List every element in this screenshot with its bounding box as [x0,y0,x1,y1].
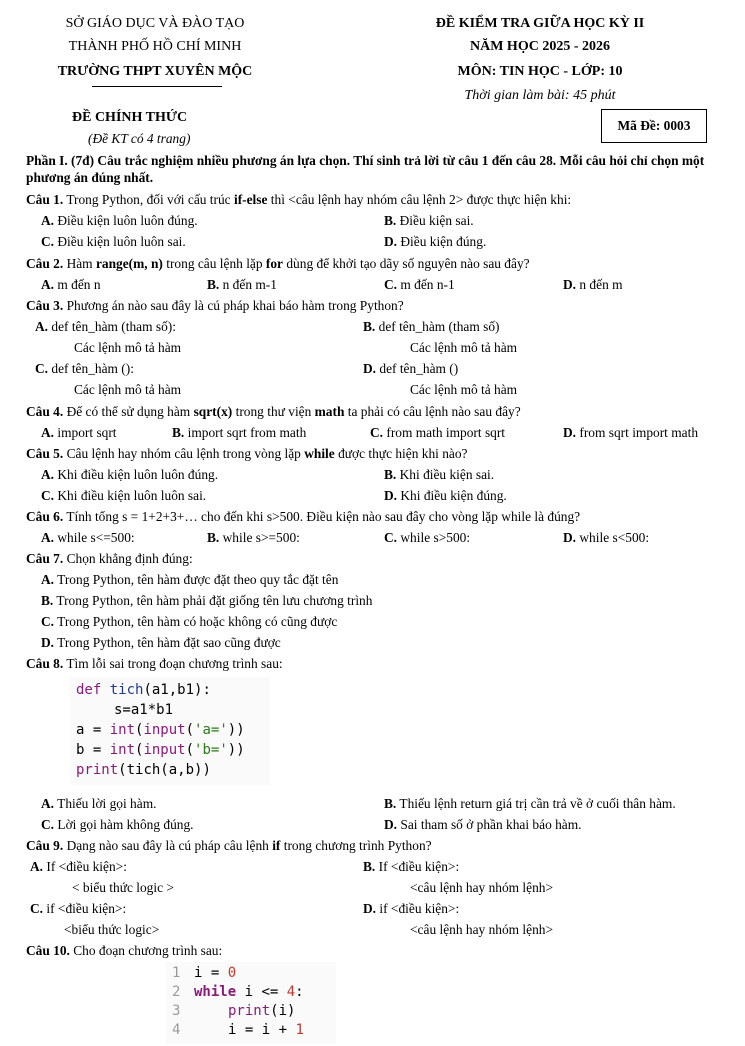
q8-code-block [70,677,270,785]
q4-option-b[interactable]: B. import sqrt from math [172,425,307,440]
question-6: Câu 6. Tính tổng s = 1+2+3+… cho đến khi s>500. Điều kiện nào sau đây cho vòng lặp while là đúng? [26,509,581,524]
q6-option-a[interactable]: A. while s<=500: [41,530,135,545]
code10-line-3: print(i) [228,1003,296,1019]
question-9: Câu 9. Dạng nào sau đây là cú pháp câu lệnh if trong chương trình Python? [26,838,432,853]
q9-option-d-body: <câu lệnh hay nhóm lệnh> [410,922,554,937]
code-line-1: def tich(a1,b1): [76,682,211,698]
q7-option-b[interactable]: B. Trong Python, tên hàm phải đặt giống tên lưu chương trình [41,593,373,608]
school-name: TRƯỜNG THPT XUYÊN MỘC [57,64,253,79]
q7-option-a[interactable]: A. Trong Python, tên hàm được đặt theo quy tắc đặt tên [41,572,339,587]
question-1 [26,192,571,208]
q1-option-a[interactable]: A. Điều kiện luôn luôn đúng. [41,213,198,228]
code10-line-4: i = i + 1 [228,1022,304,1038]
question-3: Câu 3. Phương án nào sau đây là cú pháp khai báo hàm trong Python? [26,298,404,313]
q2-option-b[interactable]: B. n đến m-1 [207,277,277,292]
page-count: (Đề KT có 4 trang) [88,131,191,146]
code10-line-1: i = 0 [194,965,237,981]
q6-option-d[interactable]: D. while s<500: [563,530,650,545]
q4-option-d[interactable]: D. from sqrt import math [563,425,699,440]
header-underline [92,86,222,87]
code-line-5: print(tich(a,b)) [76,762,211,778]
q9-option-d[interactable]: D. if <điều kiện>: [363,901,460,916]
q5-option-a[interactable]: A. Khi điều kiện luôn luôn đúng. [41,467,219,482]
q9-option-a[interactable]: A. If <điều kiện>: [30,859,127,874]
code10-line-2: while i <= 4: [194,984,304,1000]
q1-number: Câu 1. [26,192,64,207]
q1-text-b: thì <câu lệnh hay nhóm câu lệnh 2> được thực hiện khi: [267,192,572,207]
q4-option-c[interactable]: C. from math import sqrt [370,425,506,440]
city-name: THÀNH PHỐ HỒ CHÍ MINH [68,39,242,54]
q5-option-b[interactable]: B. Khi điều kiện sai. [384,467,495,482]
line-number-4: 4 [172,1022,181,1038]
q1-option-b[interactable]: B. Điều kiện sai. [384,213,474,228]
question-5: Câu 5. Câu lệnh hay nhóm câu lệnh trong vòng lặp while được thực hiện khi nào? [26,446,468,461]
exam-time: Thời gian làm bài: 45 phút [464,88,616,103]
q9-option-c[interactable]: C. if <điều kiện>: [30,901,127,916]
question-4: Câu 4. Để có thể sử dụng hàm sqrt(x) trong thư viện math ta phải có câu lệnh nào sau đây? [26,404,521,419]
question-10: Câu 10. Cho đoạn chương trình sau: [26,943,223,958]
dept-name: SỞ GIÁO DỤC VÀ ĐÀO TẠO [65,16,245,31]
q5-option-d[interactable]: D. Khi điều kiện đúng. [384,488,507,503]
q3-option-d-body: Các lệnh mô tả hàm [410,382,518,397]
q9-option-b[interactable]: B. If <điều kiện>: [363,859,460,874]
q2-option-d[interactable]: D. n đến m [563,277,623,292]
q3-option-a-body: Các lệnh mô tả hàm [74,340,182,355]
school-year: NĂM HỌC 2025 - 2026 [470,39,610,54]
q2-option-c[interactable]: C. m đến n-1 [384,277,455,292]
line-number-2: 2 [172,984,181,1000]
q5-option-c[interactable]: C. Khi điều kiện luôn luôn sai. [41,488,207,503]
q1-keyword: if-else [233,192,268,207]
q8-option-a[interactable]: A. Thiếu lời gọi hàm. [41,796,157,811]
question-8: Câu 8. Tìm lỗi sai trong đoạn chương trình sau: [26,656,283,671]
part1-instructions: Phần I. (7đ) Câu trắc nghiệm nhiều phương án lựa chọn. Thí sinh trả lời từ câu 1 đến câu 28. Mỗi câu hỏi chỉ chọn một phương án đúng nhất. [26,153,705,185]
code-line-4: b = int(input('b=')) [76,742,245,758]
q3-option-a[interactable]: A. def tên_hàm (tham số): [35,319,176,334]
question-7: Câu 7. Chọn khẳng định đúng: [26,551,193,566]
line-number-3: 3 [172,1003,181,1019]
q7-option-d[interactable]: D. Trong Python, tên hàm đặt sao cũng được [41,635,281,650]
q3-option-b[interactable]: B. def tên_hàm (tham số) [363,319,500,334]
q3-option-b-body: Các lệnh mô tả hàm [410,340,518,355]
q1-text-a: Trong Python, đối với cấu trúc [63,192,234,207]
q9-option-b-body: <câu lệnh hay nhóm lệnh> [410,880,554,895]
official-label: ĐỀ CHÍNH THỨC [72,110,188,125]
q4-option-a[interactable]: A. import sqrt [41,425,117,440]
q8-option-c[interactable]: C. Lời gọi hàm không đúng. [41,817,194,832]
code-line-2: s=a1*b1 [114,702,174,718]
q7-option-c[interactable]: C. Trong Python, tên hàm có hoặc không có cũng được [41,614,338,629]
q8-option-b[interactable]: B. Thiếu lệnh return giá trị cần trả về ở cuối thân hàm. [384,796,676,811]
line-number-1: 1 [172,965,181,981]
q1-option-d[interactable]: D. Điều kiện đúng. [384,234,487,249]
q9-option-c-body: <biểu thức logic> [64,922,160,937]
q6-option-c[interactable]: C. while s>500: [384,530,471,545]
q3-option-c-body: Các lệnh mô tả hàm [74,382,182,397]
q3-option-d[interactable]: D. def tên_hàm () [363,361,459,376]
q9-option-a-body: < biểu thức logic > [72,880,174,895]
q6-option-b[interactable]: B. while s>=500: [207,530,300,545]
q2-option-a[interactable]: A. m đến n [41,277,101,292]
q10-code-block [166,962,336,1044]
subject-line: MÔN: TIN HỌC - LỚP: 10 [457,64,623,79]
q8-option-d[interactable]: D. Sai tham số ở phần khai báo hàm. [384,817,582,832]
exam-code: Mã Đề: 0003 [617,118,691,133]
question-2: Câu 2. Hàm range(m, n) trong câu lệnh lặp for dùng để khởi tạo dãy số nguyên nào sau đây? [26,256,530,271]
q3-option-c[interactable]: C. def tên_hàm (): [35,361,134,376]
exam-title: ĐỀ KIỂM TRA GIỮA HỌC KỲ II [435,16,645,31]
code-line-3: a = int(input('a=')) [76,722,245,738]
q1-option-c[interactable]: C. Điều kiện luôn luôn sai. [41,234,186,249]
exam-code-box [601,109,707,143]
